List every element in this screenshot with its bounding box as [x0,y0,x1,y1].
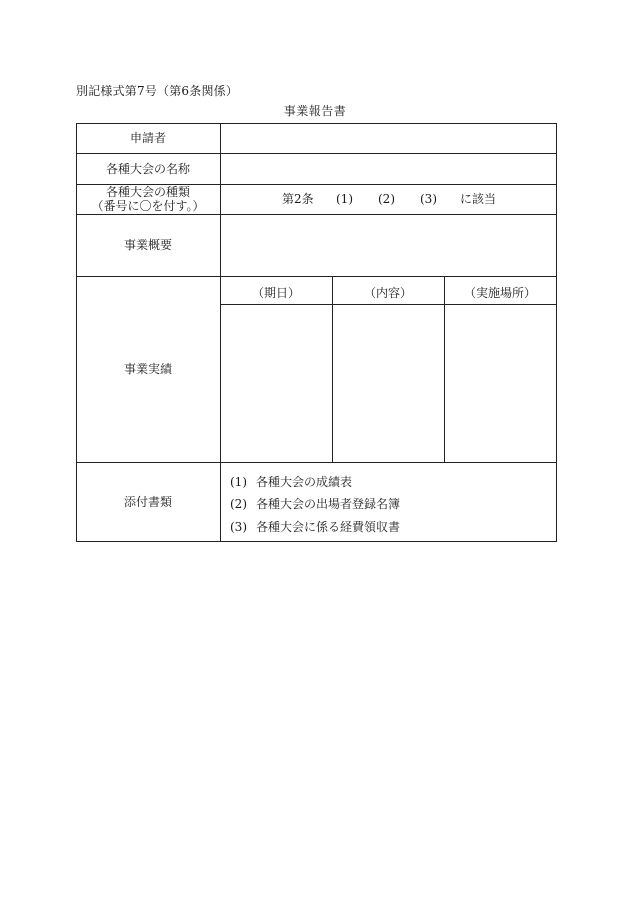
event-type-label-line1: 各種大会の種類 [105,185,190,199]
results-label: 事業実績 [123,362,172,376]
document-title: 事業報告書 [283,104,347,118]
event-type-option-2[interactable]: (2) [378,192,395,206]
attachment-item [230,518,400,535]
results-location-field[interactable] [445,305,556,462]
table-border-right [556,123,557,542]
attachment-text: 各種大会の成績表 [256,475,353,489]
results-content-field[interactable] [333,305,444,462]
form-reference: 別記様式第7号（第6条関係） [76,84,239,98]
overview-label: 事業概要 [123,238,172,252]
event-name-field[interactable] [221,154,556,184]
table-border-bottom [76,541,557,542]
attachment-number: (1) [230,475,247,489]
event-name-label: 各種大会の名称 [105,162,190,176]
event-type-article: 第2条 [282,192,314,206]
event-type-label-line2: （番号に〇を付す。） [91,199,205,213]
applicant-field[interactable] [221,124,556,153]
attachment-text: 各種大会の出場者登録名簿 [256,497,401,511]
attachment-item [230,473,352,490]
attachment-number: (3) [230,520,247,534]
results-date-field[interactable] [221,305,332,462]
results-column-location: （実施場所） [463,286,536,300]
row-divider-4 [76,276,557,277]
overview-field[interactable] [221,215,556,276]
attachment-number: (2) [230,497,247,511]
event-type-option-1[interactable]: (1) [336,192,353,206]
row-divider-5 [76,462,557,463]
event-type-option-3[interactable]: (3) [420,192,437,206]
attachments-label: 添付書類 [123,495,172,509]
event-type-suffix: に該当 [460,192,497,206]
applicant-label: 申請者 [129,131,166,145]
attachment-text: 各種大会に係る経費領収書 [256,520,401,534]
attachment-item [230,495,400,512]
results-column-content: （内容） [363,286,412,300]
results-column-date: （期日） [251,286,300,300]
